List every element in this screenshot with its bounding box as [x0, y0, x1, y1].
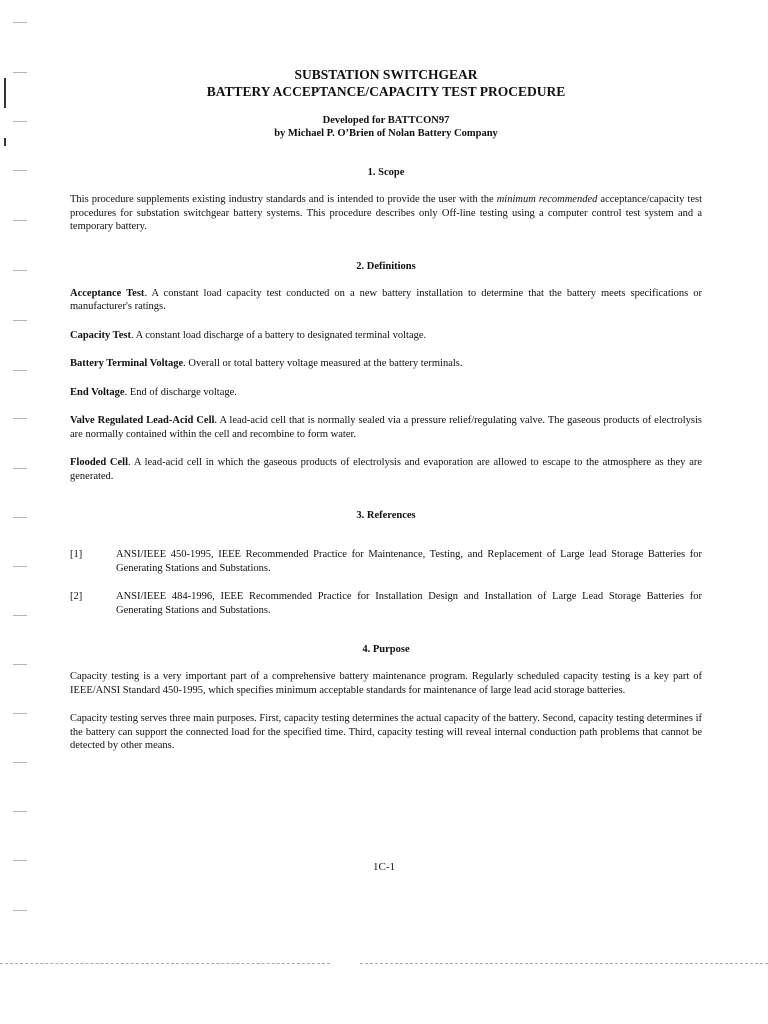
- margin-mark: [4, 78, 6, 108]
- scope-emphasis: minimum recommended: [496, 194, 598, 205]
- margin-tick: [13, 566, 27, 567]
- references-heading: 3. References: [356, 510, 416, 521]
- definition-term: Flooded Cell: [70, 457, 129, 468]
- definition-item: Valve Regulated Lead-Acid Cell. A lead-acid cell that is normally sealed via a pressure relief/regulating valve. The gaseous products of electrolysis are normally contained within the cell and recombine to form water.: [70, 415, 702, 440]
- definition-text: End of discharge voltage.: [129, 386, 237, 398]
- margin-tick: [13, 910, 27, 911]
- page-number: 1C-1: [373, 861, 395, 873]
- definition-term: Acceptance Test: [70, 287, 145, 299]
- definition-item: Battery Terminal Voltage. Overall or total battery voltage measured at the battery terminals.: [70, 358, 463, 369]
- developed-for: Developed for BATTCON97: [322, 115, 450, 126]
- reference-number: [1]: [70, 549, 83, 560]
- definition-text: A constant load discharge of a battery to designated terminal voltage.: [135, 329, 427, 341]
- definition-term: Valve Regulated Lead-Acid Cell: [70, 415, 215, 426]
- reference-item: [70, 548, 702, 575]
- document-title-line-1: SUBSTATION SWITCHGEAR: [294, 67, 478, 82]
- document-title-line-2: BATTERY ACCEPTANCE/CAPACITY TEST PROCEDURE: [206, 84, 566, 99]
- definitions-heading: 2. Definitions: [356, 260, 416, 272]
- definition-item: Flooded Cell. A lead-acid cell in which the gaseous products of electrolysis and evaporation are allowed to escape to the atmosphere as they are generated.: [70, 457, 703, 482]
- margin-tick: [13, 418, 27, 419]
- margin-tick: [13, 72, 27, 73]
- scope-text-end: acceptance/capacity test procedures for substation switchgear battery systems. This procedure describes only Off-line testing using a computer control test system and a temporary battery.: [70, 194, 703, 232]
- definition-item: Acceptance Test. A constant load capacity test conducted on a new battery installation to determine that the battery meets specifications or manufacturer's ratings.: [70, 287, 703, 312]
- reference-number: [2]: [70, 591, 83, 602]
- margin-tick: [13, 762, 27, 763]
- purpose-heading: 4. Purpose: [362, 644, 410, 655]
- margin-tick: [13, 121, 27, 122]
- definitions-section: [70, 260, 702, 484]
- margin-tick: [13, 22, 27, 23]
- margin-tick: [13, 811, 27, 812]
- scan-line: [360, 963, 768, 964]
- margin-tick: [13, 713, 27, 714]
- definition-text: A lead-acid cell in which the gaseous products of electrolysis and evaporation are allowed to escape to the atmosphere as they are generated.: [70, 457, 703, 482]
- margin-tick: [13, 370, 27, 371]
- reference-text: ANSI/IEEE 484-1996, IEEE Recommended Practice for Installation Design and Installation of Large Lead Storage Batteries for Generating Stations and Substations.: [116, 591, 702, 616]
- scope-heading: 1. Scope: [367, 167, 405, 178]
- reference-item: [70, 590, 702, 617]
- scope-paragraph: [70, 193, 702, 234]
- purpose-paragraph: Capacity testing serves three main purposes. First, capacity testing determines the actual capacity of the battery. Second, capacity testing determines if the battery can support the connected load for the specified time. Third, capacity testing will reveal internal conduction path problems that cannot be detected by other means.: [70, 713, 702, 751]
- margin-tick: [13, 517, 27, 518]
- margin-tick: [13, 270, 27, 271]
- definition-item: Capacity Test. A constant load discharge of a battery to designated terminal voltage.: [70, 329, 427, 341]
- margin-tick: [13, 664, 27, 665]
- margin-tick: [13, 615, 27, 616]
- definition-text: Overall or total battery voltage measured at the battery terminals.: [188, 358, 463, 369]
- definition-term: End Voltage: [70, 386, 125, 398]
- byline-block: [70, 114, 702, 140]
- scan-line: [0, 963, 330, 964]
- margin-tick: [13, 320, 27, 321]
- purpose-paragraph: Capacity testing is a very important part of a comprehensive battery maintenance program. Regularly scheduled capacity testing is a key part of IEEE/ANSI Standard 450-1995, which specifies minimum acceptable standards for maintenance of large lead acid storage batteries.: [70, 671, 702, 696]
- definition-term: Battery Terminal Voltage: [70, 358, 184, 369]
- definition-text: A constant load capacity test conducted on a new battery installation to determine that the battery meets specifications or manufacturer's ratings.: [70, 287, 703, 312]
- definition-item: End Voltage. End of discharge voltage.: [70, 386, 237, 398]
- scope-section: [70, 166, 702, 234]
- margin-mark: [4, 138, 6, 146]
- purpose-section: [70, 643, 702, 753]
- definition-term: Capacity Test: [70, 329, 131, 341]
- scope-text-start: This procedure supplements existing industry standards and is intended to provide the user with the: [70, 194, 497, 205]
- reference-text: ANSI/IEEE 450-1995, IEEE Recommended Practice for Maintenance, Testing, and Replacement of Large lead Storage Batteries for Generating Stations and Substations.: [116, 549, 702, 574]
- document-body: [70, 66, 702, 779]
- references-section: [70, 509, 702, 617]
- margin-tick: [13, 220, 27, 221]
- author-line: by Michael P. O’Brien of Nolan Battery Company: [274, 128, 498, 139]
- references-list: [70, 548, 702, 617]
- title-block: [70, 66, 702, 100]
- definition-text: A lead-acid cell that is normally sealed via a pressure relief/regulating valve. The gaseous products of electrolysis are normally contained within the cell and recombine to form water.: [70, 415, 702, 440]
- margin-tick: [13, 170, 27, 171]
- margin-tick: [13, 468, 27, 469]
